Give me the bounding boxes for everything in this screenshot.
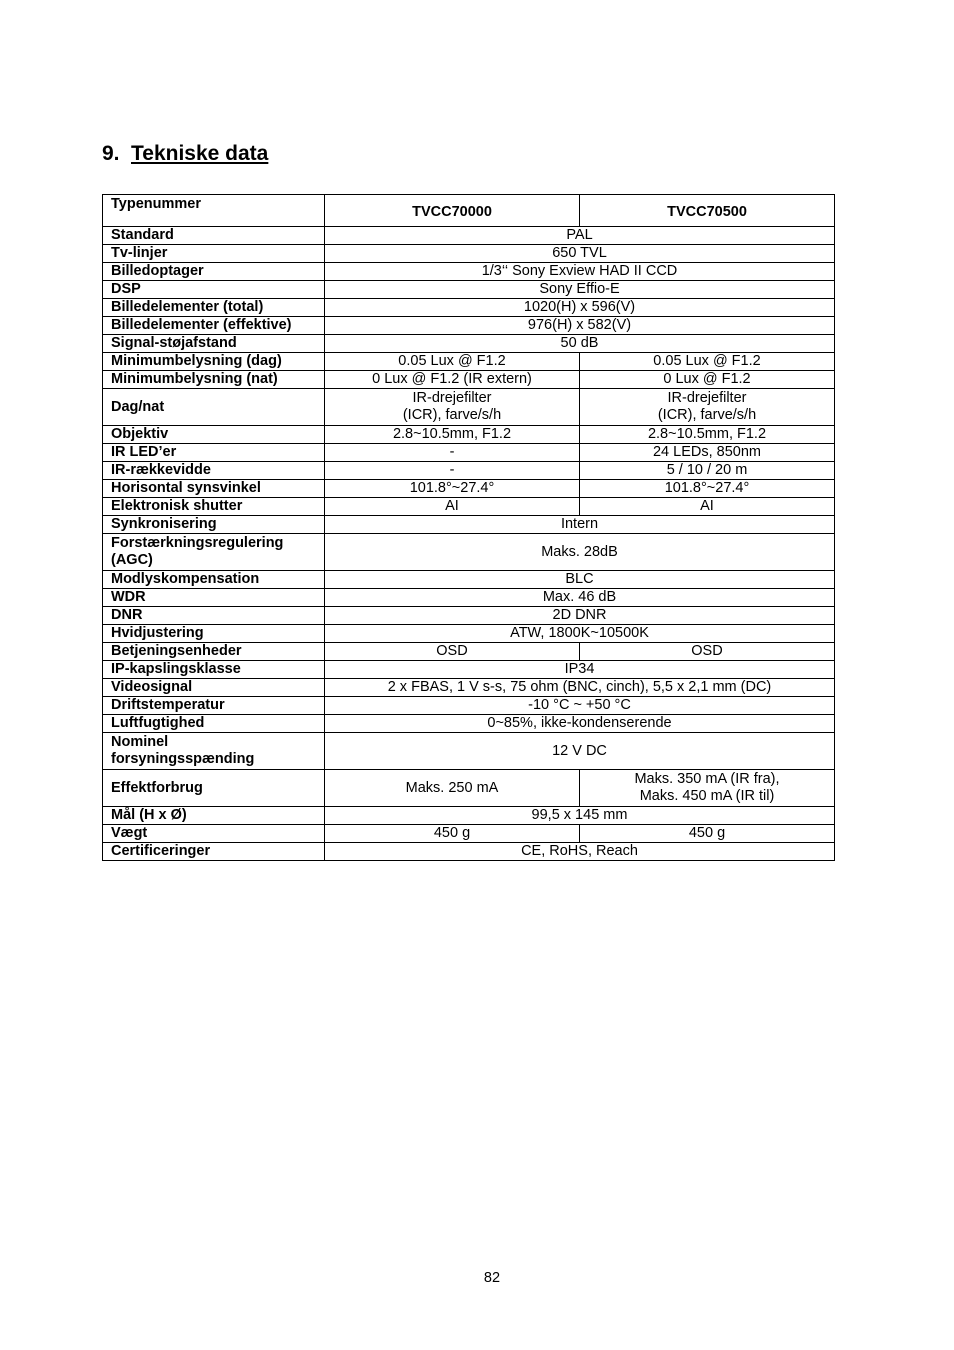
row-label: Driftstemperatur bbox=[103, 697, 325, 715]
row-value-tvcc70500: 0 Lux @ F1.2 bbox=[580, 371, 835, 389]
table-row bbox=[103, 335, 835, 353]
label-line: (AGC) bbox=[111, 552, 153, 568]
value-line: IR-drejefilter bbox=[667, 390, 747, 406]
row-label: Betjeningsenheder bbox=[103, 643, 325, 661]
table-header-row bbox=[103, 195, 835, 227]
row-value-tvcc70500: 0.05 Lux @ F1.2 bbox=[580, 353, 835, 371]
table-row bbox=[103, 263, 835, 281]
row-label: Dag/nat bbox=[103, 389, 325, 426]
row-label bbox=[103, 534, 325, 571]
row-label: Hvidjustering bbox=[103, 625, 325, 643]
row-label: Elektronisk shutter bbox=[103, 498, 325, 516]
row-label: Synkronisering bbox=[103, 516, 325, 534]
table-row bbox=[103, 371, 835, 389]
row-label: Vægt bbox=[103, 825, 325, 843]
row-value-tvcc70500: 24 LEDs, 850nm bbox=[580, 444, 835, 462]
row-value: IP34 bbox=[325, 661, 835, 679]
row-value: 0~85%, ikke-kondenserende bbox=[325, 715, 835, 733]
section-title: Tekniske data bbox=[131, 142, 269, 165]
table-row bbox=[103, 516, 835, 534]
row-value: Max. 46 dB bbox=[325, 589, 835, 607]
page-number: 82 bbox=[483, 1270, 501, 1286]
table-row bbox=[103, 444, 835, 462]
table-row bbox=[103, 733, 835, 770]
row-value: Intern bbox=[325, 516, 835, 534]
row-value-tvcc70000: 2.8~10.5mm, F1.2 bbox=[325, 426, 580, 444]
table-row bbox=[103, 498, 835, 516]
row-value-tvcc70500: OSD bbox=[580, 643, 835, 661]
row-value-tvcc70500: 2.8~10.5mm, F1.2 bbox=[580, 426, 835, 444]
row-label: Billedelementer (effektive) bbox=[103, 317, 325, 335]
row-label: DNR bbox=[103, 607, 325, 625]
row-label: Modlyskompensation bbox=[103, 571, 325, 589]
row-value: PAL bbox=[325, 227, 835, 245]
row-value: 1020(H) x 596(V) bbox=[325, 299, 835, 317]
row-value: Maks. 28dB bbox=[325, 534, 835, 571]
table-row bbox=[103, 389, 835, 426]
row-value-tvcc70000: Maks. 250 mA bbox=[325, 770, 580, 807]
row-label bbox=[103, 733, 325, 770]
label-line: Forstærkningsregulering bbox=[111, 535, 284, 551]
row-value: ATW, 1800K~10500K bbox=[325, 625, 835, 643]
row-value: BLC bbox=[325, 571, 835, 589]
table-row bbox=[103, 715, 835, 733]
row-value: 650 TVL bbox=[325, 245, 835, 263]
row-value: 2D DNR bbox=[325, 607, 835, 625]
value-line: Maks. 450 mA (IR til) bbox=[639, 788, 775, 804]
header-label: Typenummer bbox=[103, 195, 325, 227]
table-row bbox=[103, 843, 835, 861]
table-row bbox=[103, 227, 835, 245]
value-line: (ICR), farve/s/h bbox=[657, 407, 757, 423]
table-row bbox=[103, 589, 835, 607]
row-value-tvcc70500 bbox=[580, 389, 835, 426]
row-value-tvcc70000 bbox=[325, 389, 580, 426]
row-label: Standard bbox=[103, 227, 325, 245]
row-label: Mål (H x Ø) bbox=[103, 807, 325, 825]
value-line: (ICR), farve/s/h bbox=[402, 407, 502, 423]
table-row bbox=[103, 643, 835, 661]
row-value: 2 x FBAS, 1 V s-s, 75 ohm (BNC, cinch), 5,5 x 2,1 mm (DC) bbox=[325, 679, 835, 697]
table-row bbox=[103, 534, 835, 571]
table-row bbox=[103, 607, 835, 625]
row-value: 50 dB bbox=[325, 335, 835, 353]
table-row bbox=[103, 281, 835, 299]
row-label: IR LED’er bbox=[103, 444, 325, 462]
table-row bbox=[103, 462, 835, 480]
row-value-tvcc70000: 101.8°~27.4° bbox=[325, 480, 580, 498]
row-value-tvcc70000: 0 Lux @ F1.2 (IR extern) bbox=[325, 371, 580, 389]
row-label: Tv-linjer bbox=[103, 245, 325, 263]
row-label: WDR bbox=[103, 589, 325, 607]
table-row bbox=[103, 807, 835, 825]
row-value: -10 °C ~ +50 °C bbox=[325, 697, 835, 715]
row-value-tvcc70000: 0.05 Lux @ F1.2 bbox=[325, 353, 580, 371]
table-row bbox=[103, 353, 835, 371]
label-line: Nominel bbox=[111, 734, 169, 750]
row-value-tvcc70000: 450 g bbox=[325, 825, 580, 843]
section-number: 9. bbox=[102, 142, 120, 165]
table-row bbox=[103, 317, 835, 335]
row-label: Signal-støjafstand bbox=[103, 335, 325, 353]
table-row bbox=[103, 426, 835, 444]
row-value-tvcc70500: 101.8°~27.4° bbox=[580, 480, 835, 498]
row-label: Billedoptager bbox=[103, 263, 325, 281]
row-value-tvcc70500: 450 g bbox=[580, 825, 835, 843]
table-row bbox=[103, 625, 835, 643]
row-value: 12 V DC bbox=[325, 733, 835, 770]
row-label: Luftfugtighed bbox=[103, 715, 325, 733]
row-label: Objektiv bbox=[103, 426, 325, 444]
row-label: Videosignal bbox=[103, 679, 325, 697]
table-row bbox=[103, 480, 835, 498]
table-row bbox=[103, 770, 835, 807]
row-label: Billedelementer (total) bbox=[103, 299, 325, 317]
row-value: CE, RoHS, Reach bbox=[325, 843, 835, 861]
row-label: IP-kapslingsklasse bbox=[103, 661, 325, 679]
table-row bbox=[103, 661, 835, 679]
table-row bbox=[103, 299, 835, 317]
row-label: DSP bbox=[103, 281, 325, 299]
spec-table bbox=[102, 194, 835, 861]
value-line: IR-drejefilter bbox=[412, 390, 492, 406]
row-value-tvcc70000: - bbox=[325, 444, 580, 462]
row-label: IR-rækkevidde bbox=[103, 462, 325, 480]
row-value: Sony Effio-E bbox=[325, 281, 835, 299]
table-row bbox=[103, 825, 835, 843]
row-value-tvcc70000: - bbox=[325, 462, 580, 480]
row-value: 976(H) x 582(V) bbox=[325, 317, 835, 335]
row-label: Minimumbelysning (nat) bbox=[103, 371, 325, 389]
row-value: 99,5 x 145 mm bbox=[325, 807, 835, 825]
section-heading bbox=[102, 141, 268, 167]
table-row bbox=[103, 679, 835, 697]
row-value-tvcc70500: 5 / 10 / 20 m bbox=[580, 462, 835, 480]
table-row bbox=[103, 245, 835, 263]
row-value: 1/3‘‘ Sony Exview HAD II CCD bbox=[325, 263, 835, 281]
header-model-tvcc70500: TVCC70500 bbox=[580, 195, 835, 227]
table-row bbox=[103, 697, 835, 715]
header-model-tvcc70000: TVCC70000 bbox=[325, 195, 580, 227]
row-value-tvcc70500: AI bbox=[580, 498, 835, 516]
row-label: Minimumbelysning (dag) bbox=[103, 353, 325, 371]
row-label: Effektforbrug bbox=[103, 770, 325, 807]
row-value-tvcc70000: OSD bbox=[325, 643, 580, 661]
row-label: Certificeringer bbox=[103, 843, 325, 861]
table-row bbox=[103, 571, 835, 589]
value-line: Maks. 350 mA (IR fra), bbox=[634, 771, 780, 787]
row-value-tvcc70500 bbox=[580, 770, 835, 807]
row-value-tvcc70000: AI bbox=[325, 498, 580, 516]
row-label: Horisontal synsvinkel bbox=[103, 480, 325, 498]
label-line: forsyningsspænding bbox=[111, 751, 255, 767]
